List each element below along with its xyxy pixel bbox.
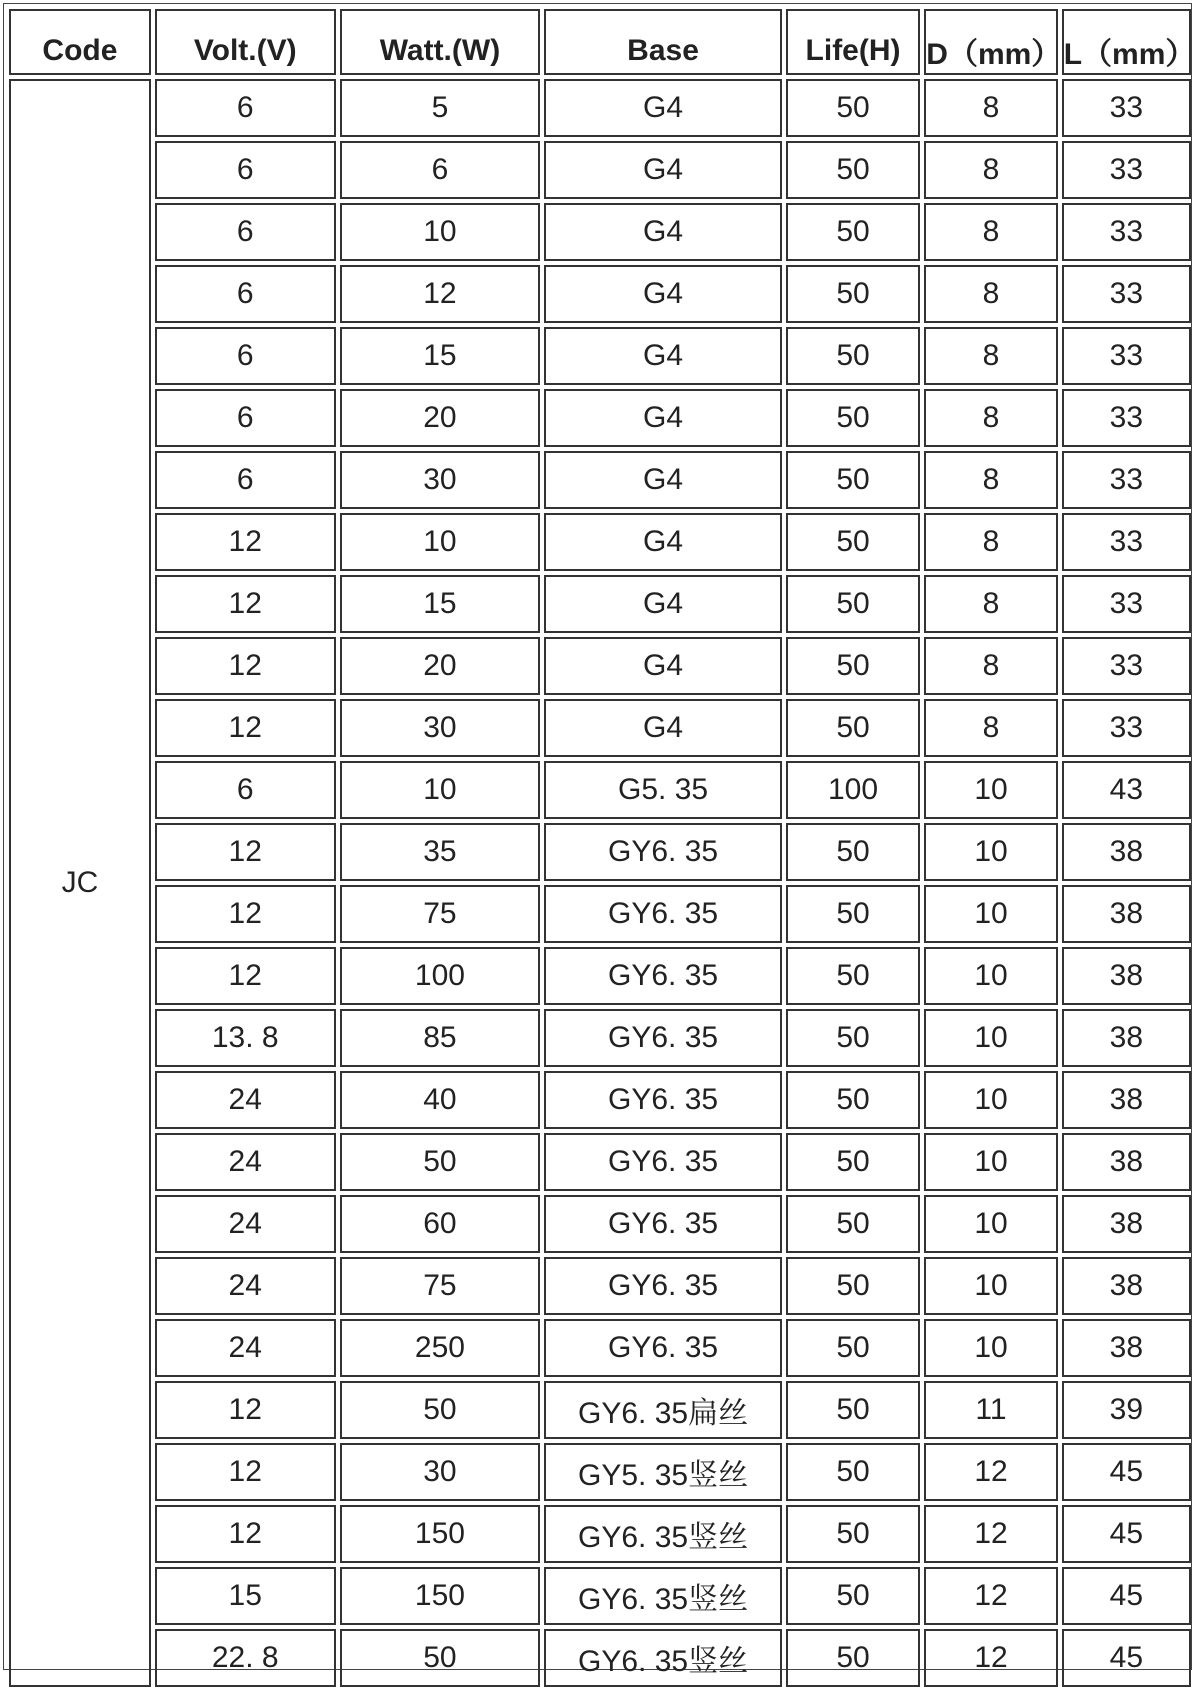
cell-length: 33 [1062,203,1191,261]
cell-base: GY6. 35 [544,947,781,1005]
cell-base: G4 [544,141,781,199]
cell-voltage: 12 [155,637,336,695]
header-voltage: Volt.(V) [155,9,336,75]
cell-voltage: 24 [155,1071,336,1129]
cell-diameter: 8 [924,637,1057,695]
header-row [9,9,1191,75]
cell-diameter: 12 [924,1629,1057,1687]
cell-life: 50 [786,141,921,199]
cell-voltage: 12 [155,823,336,881]
table-row [9,823,1191,881]
cell-length: 33 [1062,637,1191,695]
cell-base: GY6. 35竖丝 [544,1505,781,1563]
cell-wattage: 60 [340,1195,541,1253]
table-row [9,1381,1191,1439]
cell-life: 50 [786,823,921,881]
cell-length: 33 [1062,699,1191,757]
cell-length: 38 [1062,823,1191,881]
table-row [9,575,1191,633]
cell-diameter: 12 [924,1443,1057,1501]
table-row [9,1629,1191,1687]
cell-length: 33 [1062,141,1191,199]
cell-life: 50 [786,79,921,137]
cell-diameter: 8 [924,389,1057,447]
cell-length: 38 [1062,1071,1191,1129]
cell-diameter: 10 [924,885,1057,943]
cell-length: 33 [1062,327,1191,385]
table-row [9,947,1191,1005]
cell-life: 50 [786,699,921,757]
cell-diameter: 8 [924,265,1057,323]
cell-voltage: 6 [155,389,336,447]
cell-voltage: 6 [155,79,336,137]
cell-diameter: 8 [924,513,1057,571]
cell-base: G4 [544,389,781,447]
cell-wattage: 75 [340,885,541,943]
cell-length: 38 [1062,1257,1191,1315]
cell-wattage: 10 [340,513,541,571]
cell-life: 50 [786,1009,921,1067]
table-row [9,1443,1191,1501]
cell-length: 39 [1062,1381,1191,1439]
table-row [9,1567,1191,1625]
cell-base: G4 [544,575,781,633]
cell-diameter: 10 [924,1071,1057,1129]
cell-diameter: 10 [924,1195,1057,1253]
cell-wattage: 50 [340,1133,541,1191]
cell-wattage: 6 [340,141,541,199]
cell-diameter: 12 [924,1505,1057,1563]
cell-wattage: 30 [340,1443,541,1501]
table-row [9,513,1191,571]
cell-life: 100 [786,761,921,819]
cell-wattage: 250 [340,1319,541,1377]
cell-base: GY6. 35 [544,1071,781,1129]
cell-base: G4 [544,327,781,385]
cell-voltage: 12 [155,885,336,943]
cell-base: GY5. 35竖丝 [544,1443,781,1501]
cell-life: 50 [786,265,921,323]
cell-life: 50 [786,1567,921,1625]
table-row [9,79,1191,137]
cell-life: 50 [786,513,921,571]
table-row [9,885,1191,943]
cell-base: G5. 35 [544,761,781,819]
cell-diameter: 8 [924,699,1057,757]
table-body [9,79,1191,1687]
cell-length: 33 [1062,265,1191,323]
cell-base: G4 [544,699,781,757]
cell-voltage: 15 [155,1567,336,1625]
table-row [9,1319,1191,1377]
cell-diameter: 8 [924,451,1057,509]
table-row [9,1071,1191,1129]
cell-voltage: 12 [155,575,336,633]
cell-life: 50 [786,1319,921,1377]
header-wattage: Watt.(W) [340,9,541,75]
table-row [9,265,1191,323]
cell-life: 50 [786,1629,921,1687]
cell-wattage: 85 [340,1009,541,1067]
cell-voltage: 6 [155,141,336,199]
cell-length: 33 [1062,389,1191,447]
cell-diameter: 8 [924,575,1057,633]
cell-length: 38 [1062,1009,1191,1067]
table-row [9,1133,1191,1191]
table-row [9,1009,1191,1067]
cell-life: 50 [786,389,921,447]
header-life: Life(H) [786,9,921,75]
cell-diameter: 8 [924,327,1057,385]
cell-length: 45 [1062,1505,1191,1563]
table-row [9,761,1191,819]
cell-voltage: 24 [155,1195,336,1253]
cell-wattage: 50 [340,1381,541,1439]
cell-base: GY6. 35竖丝 [544,1629,781,1687]
cell-length: 43 [1062,761,1191,819]
cell-diameter: 10 [924,761,1057,819]
cell-life: 50 [786,1133,921,1191]
cell-life: 50 [786,1257,921,1315]
cell-wattage: 10 [340,203,541,261]
cell-life: 50 [786,203,921,261]
cell-base: GY6. 35扁丝 [544,1381,781,1439]
cell-base: GY6. 35 [544,823,781,881]
cell-wattage: 40 [340,1071,541,1129]
cell-diameter: 8 [924,141,1057,199]
cell-voltage: 12 [155,1443,336,1501]
cell-diameter: 10 [924,1257,1057,1315]
cell-wattage: 35 [340,823,541,881]
table-row [9,637,1191,695]
cell-voltage: 12 [155,1381,336,1439]
cell-base: G4 [544,513,781,571]
table-row [9,451,1191,509]
cell-diameter: 10 [924,823,1057,881]
cell-length: 33 [1062,575,1191,633]
cell-base: G4 [544,79,781,137]
cell-wattage: 100 [340,947,541,1005]
cell-base: GY6. 35 [544,1257,781,1315]
header-code: Code [9,9,151,75]
table-header [9,9,1196,75]
cell-wattage: 12 [340,265,541,323]
cell-wattage: 30 [340,451,541,509]
cell-length: 33 [1062,513,1191,571]
cell-life: 50 [786,1381,921,1439]
cell-voltage: 24 [155,1257,336,1315]
cell-base: GY6. 35 [544,885,781,943]
cell-voltage: 6 [155,327,336,385]
cell-base: GY6. 35 [544,1009,781,1067]
table-row [9,1505,1191,1563]
cell-diameter: 8 [924,79,1057,137]
cell-wattage: 150 [340,1567,541,1625]
cell-length: 33 [1062,79,1191,137]
cell-base: GY6. 35 [544,1195,781,1253]
header-length: L（mm） [1062,9,1191,75]
cell-voltage: 6 [155,761,336,819]
cell-diameter: 10 [924,1009,1057,1067]
table-row [9,203,1191,261]
cell-life: 50 [786,1195,921,1253]
table-row [9,327,1191,385]
cell-voltage: 12 [155,699,336,757]
table-row [9,389,1191,447]
cell-voltage: 12 [155,1505,336,1563]
cell-life: 50 [786,637,921,695]
cell-wattage: 50 [340,1629,541,1687]
cell-length: 38 [1062,947,1191,1005]
cell-length: 38 [1062,1133,1191,1191]
cell-diameter: 10 [924,1319,1057,1377]
cell-wattage: 75 [340,1257,541,1315]
cell-base: GY6. 35竖丝 [544,1567,781,1625]
table-row [9,699,1191,757]
lamp-spec-table [5,5,1195,1691]
cell-length: 45 [1062,1567,1191,1625]
cell-length: 45 [1062,1629,1191,1687]
cell-base: G4 [544,265,781,323]
cell-life: 50 [786,575,921,633]
cell-life: 50 [786,1071,921,1129]
cell-voltage: 6 [155,451,336,509]
cell-base: GY6. 35 [544,1133,781,1191]
cell-base: GY6. 35 [544,1319,781,1377]
header-base: Base [544,9,781,75]
cell-wattage: 30 [340,699,541,757]
cell-voltage: 6 [155,203,336,261]
cell-voltage: 24 [155,1133,336,1191]
cell-voltage: 13. 8 [155,1009,336,1067]
cell-voltage: 12 [155,513,336,571]
cell-wattage: 150 [340,1505,541,1563]
cell-diameter: 12 [924,1567,1057,1625]
cell-voltage: 12 [155,947,336,1005]
cell-life: 50 [786,947,921,1005]
cell-wattage: 15 [340,575,541,633]
table-row [9,141,1191,199]
cell-length: 38 [1062,885,1191,943]
cell-base: G4 [544,203,781,261]
cell-diameter: 8 [924,203,1057,261]
cell-life: 50 [786,451,921,509]
cell-voltage: 6 [155,265,336,323]
cell-length: 33 [1062,451,1191,509]
cell-length: 38 [1062,1319,1191,1377]
cell-diameter: 10 [924,1133,1057,1191]
cell-wattage: 10 [340,761,541,819]
cell-life: 50 [786,1443,921,1501]
cell-wattage: 5 [340,79,541,137]
cell-length: 38 [1062,1195,1191,1253]
cell-life: 50 [786,885,921,943]
cell-voltage: 22. 8 [155,1629,336,1687]
cell-wattage: 20 [340,389,541,447]
table-row [9,1195,1191,1253]
header-diameter: D（mm） [924,9,1057,75]
cell-voltage: 24 [155,1319,336,1377]
cell-code: JC [9,79,151,1687]
cell-diameter: 11 [924,1381,1057,1439]
cell-length: 45 [1062,1443,1191,1501]
cell-wattage: 15 [340,327,541,385]
cell-wattage: 20 [340,637,541,695]
cell-base: G4 [544,451,781,509]
cell-diameter: 10 [924,947,1057,1005]
cell-life: 50 [786,327,921,385]
cell-base: G4 [544,637,781,695]
cell-life: 50 [786,1505,921,1563]
table-row [9,1257,1191,1315]
